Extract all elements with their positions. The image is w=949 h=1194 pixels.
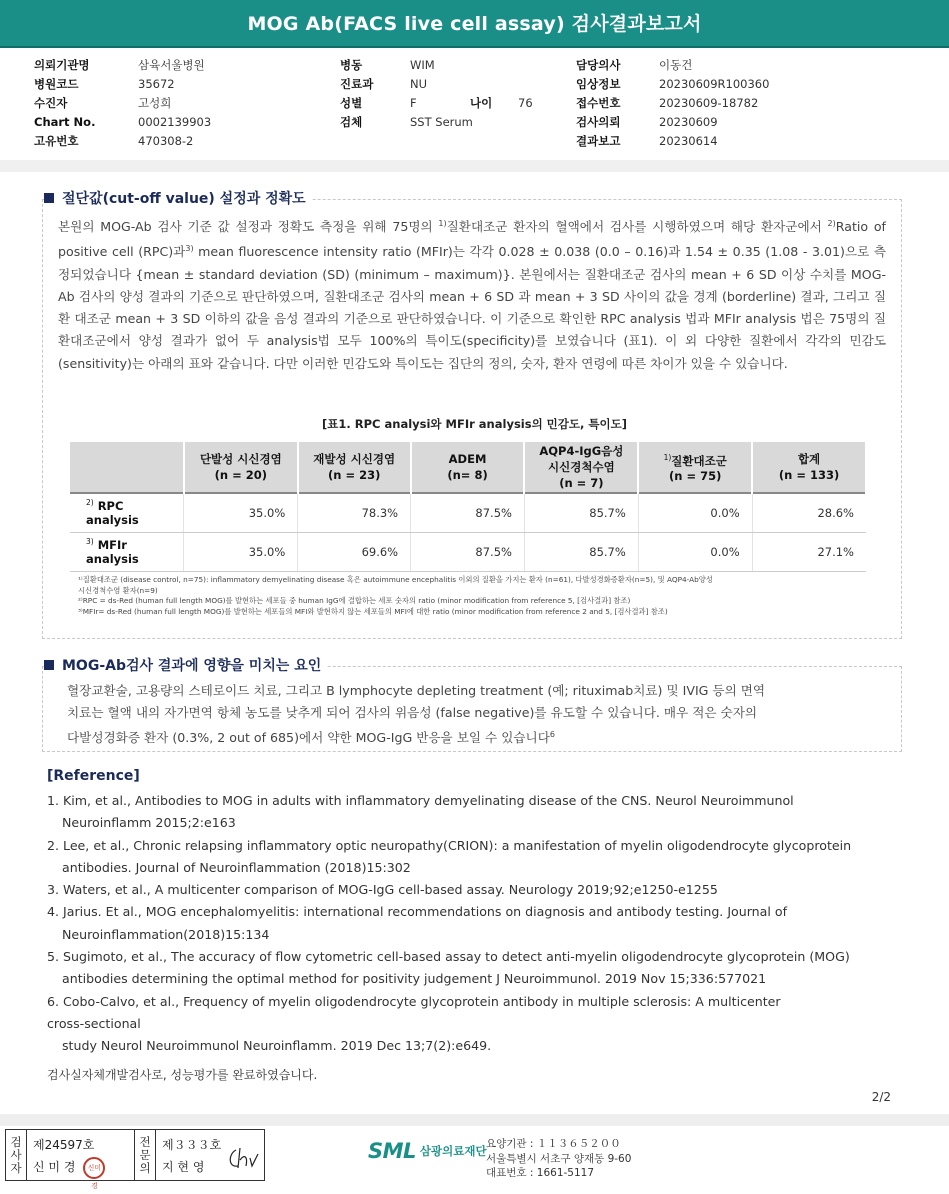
- info-value: 20230609R100360: [659, 77, 770, 91]
- footnote-ref: 2): [827, 219, 836, 228]
- info-value-age: 76: [518, 96, 533, 110]
- info-label: 결과보고: [576, 134, 621, 148]
- footnote: ²⁾RPC = ds-Red (human full length MOG)를 발현하는 세포들 중 human IgG에 결합하는 세포 숫자의 ratio (minor modification from reference 5, [검사결과] 참조): [78, 596, 631, 605]
- para-text: 질환대조군 환자의 혈액에서 검사를 시행하였으며 해당 환자군에서: [446, 219, 828, 235]
- info-label: 검사의뢰: [576, 115, 621, 129]
- table-cell: 85.7%: [524, 493, 638, 532]
- section1-title-text: 절단값(cut-off value) 설정과 정확도: [62, 191, 306, 207]
- info-col3: [576, 56, 769, 151]
- info-value: 20230614: [659, 134, 718, 148]
- square-bullet-icon: [44, 660, 54, 670]
- seal-stamp-icon: 신미경: [83, 1157, 105, 1179]
- signer-name: 지 현 영: [162, 1160, 205, 1174]
- info-value: 20230609: [659, 115, 718, 129]
- logo-name: 삼광의료재단: [419, 1144, 487, 1158]
- info-value: SST Serum: [410, 115, 473, 129]
- table-cell: 87.5%: [411, 493, 525, 532]
- org-line: 서울특별시 서초구 양재동 9-60: [486, 1152, 632, 1165]
- table-header: $^{1)}$질환대조군 (n = 75): [638, 442, 752, 493]
- square-bullet-icon: [44, 193, 54, 203]
- signature-block: [5, 1129, 265, 1190]
- info-label: 검체: [340, 115, 363, 129]
- results-table: [70, 442, 867, 572]
- info-col1: [34, 56, 211, 151]
- table-row: [70, 532, 866, 571]
- table-cell: 78.3%: [298, 493, 411, 532]
- footnotes: [78, 575, 878, 617]
- table-header: 단발성 시신경염 (n = 20): [184, 442, 298, 493]
- info-label: 의뢰기관명: [34, 58, 90, 72]
- signature-cell: [156, 1130, 264, 1180]
- organization-info: [486, 1137, 631, 1181]
- table-cell: 0.0%: [638, 532, 752, 571]
- info-label: 병동: [340, 58, 363, 72]
- handwritten-signature-icon: [226, 1144, 260, 1172]
- info-label: 병원코드: [34, 77, 79, 91]
- table-cell: 35.0%: [184, 493, 298, 532]
- para-text: Ratio of positive cell (RPC)과: [58, 219, 886, 260]
- info-value: 470308-2: [138, 134, 194, 148]
- footer-separator: [0, 1114, 949, 1126]
- references-heading: [Reference]: [47, 768, 140, 784]
- table-cell: 27.1%: [752, 532, 866, 571]
- para-line: 다발성경화증 환자 (0.3%, 2 out of 685)에서 약한 MOG-IgG 반응을 보일 수 있습니다$^6$: [67, 730, 555, 746]
- table-cell: 69.6%: [298, 532, 411, 571]
- reference-item: 3. Waters, et al., A multicenter comparison of MOG-IgG cell-based assay. Neurology 2019;92;e1250-e1255: [47, 882, 718, 898]
- table-cell: 85.7%: [524, 532, 638, 571]
- footnote: 시신경척수염 환자(n=9): [78, 585, 158, 595]
- table-header: 합계 (n = 133): [752, 442, 866, 493]
- footnote-ref: 1): [438, 219, 447, 228]
- info-value: 35672: [138, 77, 175, 91]
- row-label: $^{3)}$ MFIr analysis: [70, 532, 184, 571]
- info-label-age: 나이: [470, 96, 493, 110]
- row-label: $^{2)}$ RPC analysis: [70, 493, 184, 532]
- table-row: [70, 493, 866, 532]
- footnote-ref: 3): [185, 244, 194, 254]
- company-logo: [368, 1139, 487, 1163]
- signature-role-label: 전 문 의: [135, 1130, 156, 1180]
- license-number: 제３３３호: [162, 1138, 222, 1152]
- table-header: 재발성 시신경염 (n = 23): [298, 442, 411, 493]
- report-title: MOG Ab(FACS live cell assay) 검사결과보고서: [0, 0, 949, 48]
- info-label: 접수번호: [576, 96, 621, 110]
- table-header-empty: [70, 442, 184, 493]
- header-separator: [0, 160, 949, 172]
- info-value: 0002139903: [138, 115, 212, 129]
- org-line: 요양기관 : １１３６５２００: [486, 1138, 621, 1150]
- signature-cell: [27, 1130, 135, 1190]
- org-line: 대표번호 : 1661-5117: [486, 1167, 595, 1179]
- section1-paragraph: [58, 213, 886, 375]
- info-value: F: [410, 96, 417, 110]
- reference-item: 4. Jarius. Et al., MOG encephalomyelitis: international recommendations on diagnosis and antibody testing. Journal of Neuroinflammation(2018)15:134: [47, 904, 788, 942]
- info-value: NU: [410, 77, 428, 91]
- signature-role-label: 검 사 자: [6, 1130, 27, 1180]
- table-cell: 87.5%: [411, 532, 525, 571]
- info-label: Chart No.: [34, 115, 96, 129]
- para-text: 본원의 MOG-Ab 검사 기준 값 설정과 정확도 측정을 위해 75명의: [58, 219, 439, 235]
- info-label: 담당의사: [576, 58, 621, 72]
- section2-title: [44, 655, 327, 675]
- table-cell: 35.0%: [184, 532, 298, 571]
- reference-item: 5. Sugimoto, et al., The accuracy of flow cytometric cell-based assay to detect anti-myelin oligodendrocyte glycoprotein (MOG) antibodies determining the optimal method for positivity judgement J Neuroimmunol. 2019 Nov 15;336:577021: [47, 949, 850, 987]
- reference-item: 1. Kim, et al., Antibodies to MOG in adults with inflammatory demyelinating disease of the CNS. Neurol Neuroimmunol Neuroinflamm 2015;2:e163: [47, 793, 794, 831]
- footnote: ¹⁾질환대조군 (disease control, n=75): inflammatory demyelinating disease 혹은 autoimmune encephalitis 이외의 질환을 가지는 환자 (n=61), 다발성경화증환자(n=5), 및 AQP4-Ab양성: [78, 575, 713, 584]
- info-label: 임상정보: [576, 77, 621, 91]
- references: [47, 768, 907, 1058]
- info-value: WIM: [410, 58, 435, 72]
- info-value: 이동건: [659, 58, 693, 72]
- info-col2: [340, 56, 533, 132]
- table-header-row: [70, 442, 866, 493]
- section2-title-text: MOG-Ab검사 결과에 영향을 미치는 요인: [62, 658, 322, 674]
- reference-item: 2. Lee, et al., Chronic relapsing inflammatory optic neuropathy(CRION): a manifestation of myelin oligodendrocyte glycoprotein antibodies. Journal of Neuroinflammation (2018)15:302: [47, 837, 852, 875]
- info-label: 수진자: [34, 96, 68, 110]
- table-caption: [표1. RPC analysi와 MFIr analysis의 민감도, 특이도]: [322, 417, 627, 431]
- reference-item: 6. Cobo-Calvo, et al., Frequency of myelin oligodendrocyte glycoprotein antibody in multiple sclerosis: A multicenter cross-sectional study Neurol Neuroimmunol Neuroinflamm. 2019 Dec 13;7(2):e649.: [47, 993, 781, 1054]
- info-label: 성별: [340, 96, 363, 110]
- info-value: 20230609-18782: [659, 96, 759, 110]
- para-text: mean fluorescence intensity ratio (MFIr)는 각각 0.028 ± 0.038 (0.0 – 0.16)과 1.54 ± 0.35 (1.08 - 3.01)으로 측정되었습니다 {mean ± standard deviation (SD) (minimum – maximum)}. 본원에서는 질환대조군 검사의 mean + 6 SD 이상 수치를 MOG-Ab 검사의 양성 결과의 기준으로 판단하였으며, 질환대조군 검사의 mean + 6 SD 과 mean + 3 SD 사이의 값을 경계 (borderline) 결과, 그리고 질환 대조군 mean + 3 SD 이하의 값을 음성 결과의 기준으로 판단하였습니다. 이 기준으로 확인한 RPC analysis 법과 MFIr analysis 법은 75명의 질환대조군에서 양성 결과가 없어 두 analysis법 모두 100%의 특이도(specificity)를 보였습니다 (표1). 이 외 다양한 질환에서 각각의 민감도(sensitivity)는 아래의 표와 같습니다. 다만 이러한 민감도와 특이도는 집단의 정의, 숫자, 환자 연령에 따른 차이가 있을 수 있습니다.: [58, 244, 886, 371]
- para-line: 혈장교환술, 고용량의 스테로이드 치료, 그리고 B lymphocyte depleting treatment (예; rituximab치료) 및 IVIG 등의 면역: [67, 683, 766, 698]
- section2-paragraph: [67, 680, 887, 750]
- footnote: ³⁾MFIr= ds-Red (human full length MOG)를 발현하는 세포들의 MFI와 발현하지 않는 세포들의 MFI에 대한 ratio (minor modification from reference 2 and 5, [검사결과] 참조): [78, 606, 668, 616]
- validation-note: 검사실자체개발검사로, 성능평가를 완료하였습니다.: [47, 1068, 318, 1082]
- info-value: 삼육서울병원: [138, 58, 205, 72]
- info-label: 진료과: [340, 77, 374, 91]
- info-label: 고유번호: [34, 134, 79, 148]
- page-number: 2/2: [871, 1090, 891, 1104]
- signer-name: 신 미 경: [33, 1160, 76, 1174]
- info-value: 고성희: [138, 96, 172, 110]
- table-header: AQP4-IgG음성 시신경척수염 (n = 7): [524, 442, 638, 493]
- logo-mark: SML: [368, 1139, 416, 1163]
- table-cell: 0.0%: [638, 493, 752, 532]
- section1-title: [44, 188, 312, 208]
- license-number: 제24597호: [33, 1138, 95, 1152]
- para-line: 치료는 혈액 내의 자가면역 항체 농도를 낮추게 되어 검사의 위음성 (false negative)를 유도할 수 있습니다. 매우 적은 숫자의: [67, 705, 758, 721]
- table-header: ADEM (n= 8): [411, 442, 525, 493]
- table-cell: 28.6%: [752, 493, 866, 532]
